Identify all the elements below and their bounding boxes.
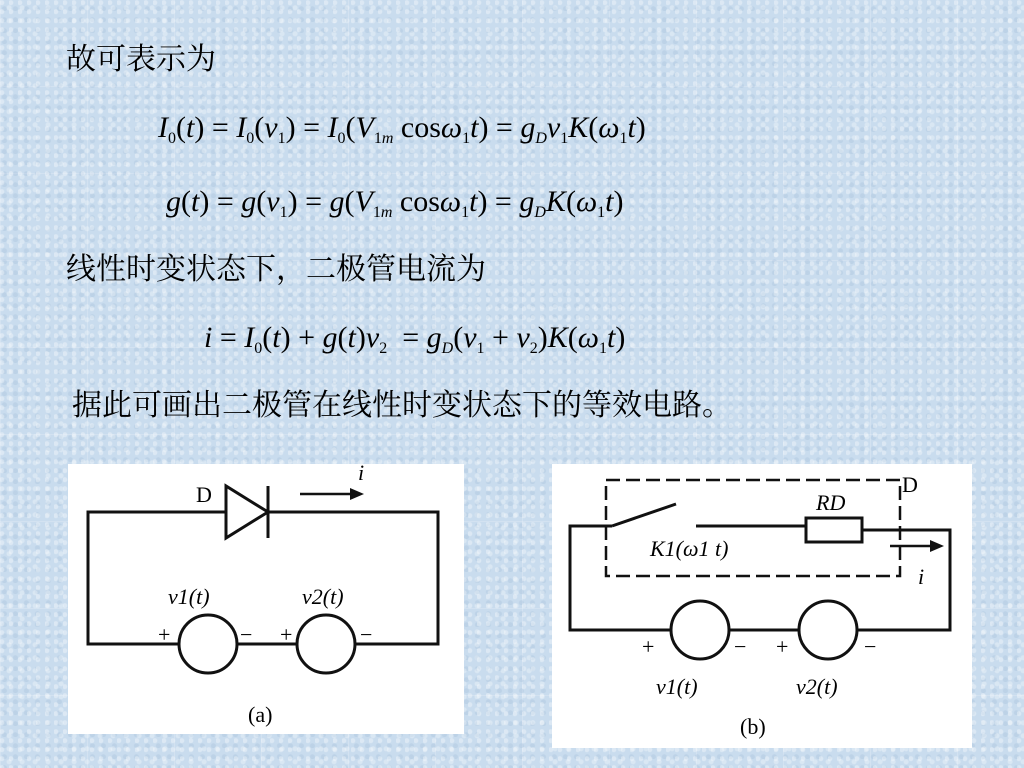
source-b-v2-minus: − bbox=[864, 634, 877, 659]
source-b-v1-minus: − bbox=[734, 634, 747, 659]
source-b-v1 bbox=[671, 601, 729, 659]
conclusion-text: 据此可画出二极管在线性时变状态下的等效电路。 bbox=[72, 388, 732, 423]
current-b-label: i bbox=[918, 564, 925, 589]
circuit-a-caption: (a) bbox=[248, 702, 273, 727]
source-b-v1-plus: + bbox=[642, 634, 655, 659]
source-a-v1-label: v1(t) bbox=[168, 584, 210, 609]
source-a-v2-plus: + bbox=[280, 622, 293, 647]
transition-text: 线性时变状态下，二极管电流为 bbox=[66, 252, 486, 287]
circuit-a-diagram bbox=[68, 464, 464, 734]
source-a-v1-plus: + bbox=[158, 622, 171, 647]
source-a-v2-label: v2(t) bbox=[302, 584, 344, 609]
formula-g: $g(t) = g(v_1) = g(V_{1m}$ $\cos\omega_1t) = g_DK(\omega_1t)$ bbox=[166, 185, 624, 221]
diode-a-label: D bbox=[196, 482, 212, 507]
circuit-b-panel bbox=[552, 464, 972, 748]
resistor-b-label: RD bbox=[816, 490, 846, 515]
switch-b-blade bbox=[612, 504, 676, 526]
circuit-a-panel bbox=[68, 464, 464, 734]
wire-a-right bbox=[273, 512, 438, 644]
source-b-v2 bbox=[799, 601, 857, 659]
intro-text: 故可表示为 bbox=[66, 42, 216, 77]
formula-current: $i = I_0(t) + g(t)v_2 = g_D(v_1 + v_2)K(\omega_1t)$ bbox=[204, 321, 626, 357]
current-a-label: i bbox=[358, 464, 365, 485]
circuit-b-diagram bbox=[552, 464, 972, 748]
source-a-v2-minus: − bbox=[360, 622, 373, 647]
source-a-v1-minus: − bbox=[240, 622, 253, 647]
source-b-v1-label: v1(t) bbox=[656, 674, 698, 699]
source-a-v2 bbox=[297, 615, 355, 673]
resistor-b-symbol bbox=[806, 518, 862, 542]
diode-b-label: D bbox=[902, 472, 918, 497]
source-a-v1 bbox=[179, 615, 237, 673]
switch-b-label: K1(ω1 t) bbox=[650, 536, 729, 561]
diode-a-symbol bbox=[226, 486, 268, 538]
source-b-v2-label: v2(t) bbox=[796, 674, 838, 699]
source-b-v2-plus: + bbox=[776, 634, 789, 659]
circuit-b-caption: (b) bbox=[740, 714, 766, 739]
formula-i0: $I_0(t) = I_0(v_1) = I_0(V_{1m}$ $\cos\omega_1t) = g_Dv_1K(\omega_1t)$ bbox=[158, 111, 646, 147]
